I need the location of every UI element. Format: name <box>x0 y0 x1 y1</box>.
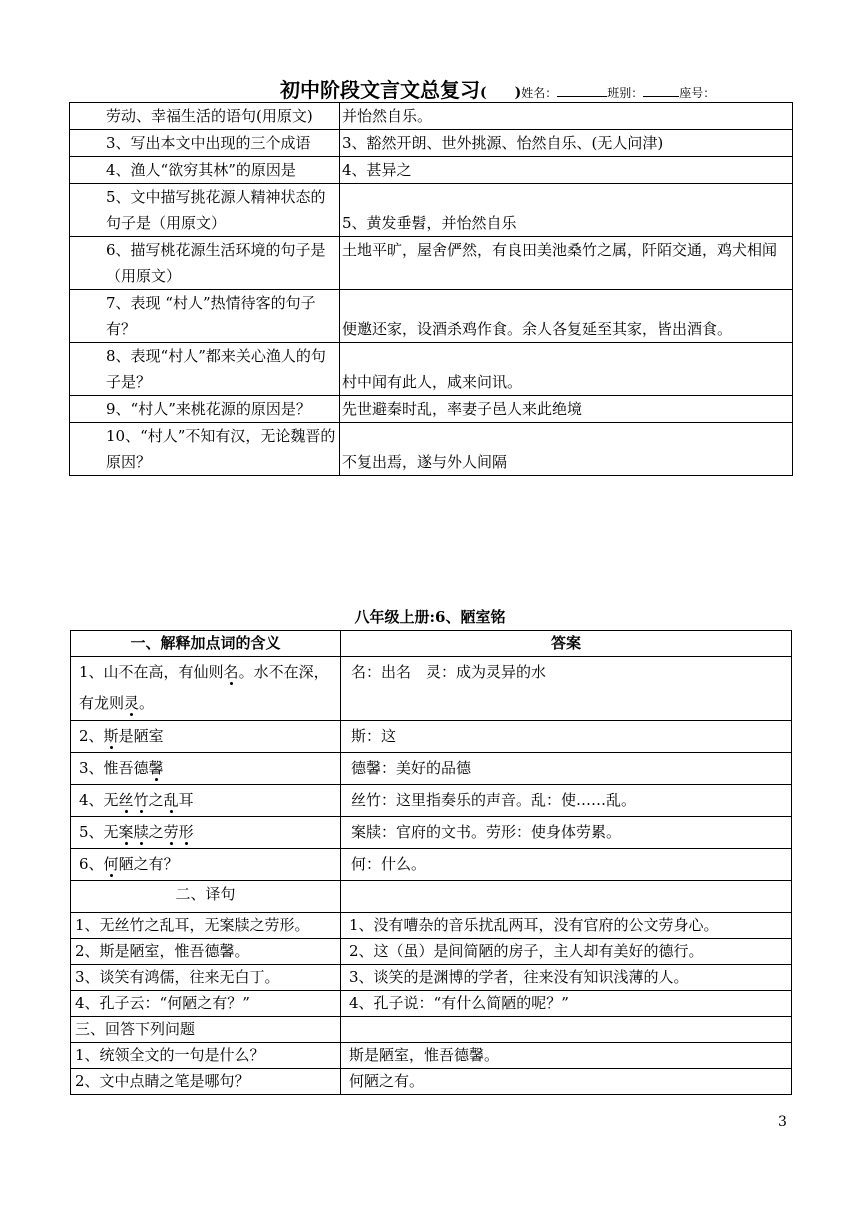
question-cell <box>71 753 341 785</box>
answer-cell: 便邀还家，设酒杀鸡作食。余人各复延至其家，皆出酒食。 <box>340 290 793 343</box>
q-part: 是陋室 <box>118 727 164 745</box>
answer-cell: 5、黄发垂髫，并怡然自乐 <box>340 184 793 237</box>
answer-cell: 土地平旷，屋舍俨然，有良田美池桑竹之属，阡陌交通，鸡犬相闻 <box>340 237 793 290</box>
dotted-char: 灵 <box>124 694 140 712</box>
dotted-char: 丝 <box>118 791 134 809</box>
answer-cell: 德馨：美好的品德 <box>341 753 792 785</box>
question-cell: 8、表现“村人”都来关心渔人的句子是？ <box>70 343 340 396</box>
q-part: 5、无 <box>79 823 119 841</box>
page-number: 3 <box>778 1114 787 1130</box>
question-cell: 3、谈笑有鸿儒，往来无白丁。 <box>71 965 341 991</box>
table-row <box>70 130 793 157</box>
q-part: 4、无 <box>79 791 119 809</box>
answer-cell: 名：出名 灵：成为灵异的水 <box>341 657 792 721</box>
question-cell: 2、斯是陋室，惟吾德馨。 <box>71 939 341 965</box>
question-cell: 7、表现 “村人”热情待客的句子有？ <box>70 290 340 343</box>
answer-cell: 3、谈笑的是渊博的学者，往来没有知识浅薄的人。 <box>341 965 792 991</box>
table-row <box>71 881 792 913</box>
dotted-char: 馨 <box>148 759 164 777</box>
table-row <box>71 1043 792 1069</box>
answer-cell: 先世避秦时乱，率妻子邑人来此绝境 <box>340 396 793 423</box>
table-row <box>70 343 793 396</box>
dotted-char: 乱 <box>163 791 179 809</box>
question-cell: 3、写出本文中出现的三个成语 <box>70 130 340 157</box>
table-row <box>70 184 793 237</box>
table-row <box>71 721 792 753</box>
table-row <box>71 785 792 817</box>
q-part: 耳 <box>178 791 194 809</box>
question-cell <box>71 785 341 817</box>
dotted-char: 名 <box>223 663 239 681</box>
dotted-char: 劳 <box>163 823 179 841</box>
question-cell: 1、无丝竹之乱耳，无案牍之劳形。 <box>71 913 341 939</box>
empty-cell <box>341 881 792 913</box>
answer-cell: 斯：这 <box>341 721 792 753</box>
page-title: 初中阶段文言文总复习 <box>280 78 480 102</box>
class-blank <box>643 84 679 97</box>
question-cell: 4、孔子云：“何陋之有？” <box>71 991 341 1017</box>
name-blank <box>557 84 607 97</box>
question-cell: 10、“村人”不知有汉，无论魏晋的原因？ <box>70 423 340 476</box>
class-label: 班别： <box>607 86 644 100</box>
table-row <box>70 103 793 130</box>
table-header-row <box>71 631 792 657</box>
dotted-char: 竹 <box>133 791 149 809</box>
answer-cell: 何：什么。 <box>341 849 792 881</box>
table-row <box>71 1017 792 1043</box>
q-part: 3、惟吾德 <box>79 759 149 777</box>
answer-cell: 并怡然自乐。 <box>340 103 793 130</box>
section-title: 八年级上册:6、陋室铭 <box>354 608 506 626</box>
q-part: 1、山不在高，有仙则 <box>79 663 224 681</box>
table-row <box>70 290 793 343</box>
answer-cell: 1、没有嘈杂的音乐扰乱两耳，没有官府的公文劳身心。 <box>341 913 792 939</box>
answer-cell: 4、甚异之 <box>340 157 793 184</box>
question-cell <box>71 721 341 753</box>
answer-cell: 丝竹：这里指奏乐的声音。乱：使……乱。 <box>341 785 792 817</box>
table-row <box>70 396 793 423</box>
header-answer: 答案 <box>341 631 792 657</box>
table-row <box>71 817 792 849</box>
answer-cell: 4、孔子说：“有什么简陋的呢？” <box>341 991 792 1017</box>
answer-cell: 3、豁然开朗、世外挑源、怡然自乐、(无人问津) <box>340 130 793 157</box>
answer-cell: 案牍：官府的文书。劳形：使身体劳累。 <box>341 817 792 849</box>
question-cell: 2、文中点睛之笔是哪句？ <box>71 1069 341 1095</box>
question-cell: 4、渔人“欲穷其林”的原因是 <box>70 157 340 184</box>
answer-cell: 不复出焉，遂与外人间隔 <box>340 423 793 476</box>
table-row <box>70 237 793 290</box>
answer-cell: 2、这（虽）是间简陋的房子，主人却有美好的德行。 <box>341 939 792 965</box>
table-row <box>71 965 792 991</box>
answer-cell: 斯是陋室，惟吾德馨。 <box>341 1043 792 1069</box>
table-row <box>70 157 793 184</box>
table-row <box>71 849 792 881</box>
dotted-char: 形 <box>178 823 194 841</box>
answer-cell: 何陋之有。 <box>341 1069 792 1095</box>
translate-heading: 二、译句 <box>71 881 341 913</box>
q-part: 。水不在深，有龙则 <box>79 663 329 712</box>
dotted-char: 案 <box>118 823 134 841</box>
q-part: 陋之有？ <box>118 855 179 873</box>
q-part: 。 <box>139 694 155 712</box>
title-parenthesis: ( ) <box>480 85 522 101</box>
answer-cell: 村中闻有此人，咸来问讯。 <box>340 343 793 396</box>
dotted-char: 斯 <box>103 727 119 745</box>
name-label: 姓名： <box>521 86 558 100</box>
peach-blossom-table <box>69 102 793 476</box>
table-row <box>70 423 793 476</box>
q-part: 之 <box>148 823 164 841</box>
q-part: 6、 <box>79 855 104 873</box>
table-row <box>71 1069 792 1095</box>
question-cell: 9、“村人”来桃花源的原因是？ <box>70 396 340 423</box>
humble-room-table <box>70 630 792 1095</box>
q-part: 之 <box>148 791 164 809</box>
table-row <box>71 939 792 965</box>
dotted-char: 牍 <box>133 823 149 841</box>
table-row <box>71 657 792 721</box>
question-cell <box>71 849 341 881</box>
header-explain: 一、解释加点词的含义 <box>71 631 341 657</box>
empty-cell <box>341 1017 792 1043</box>
question-cell: 6、描写桃花源生活环境的句子是（用原文） <box>70 237 340 290</box>
q-part: 2、 <box>79 727 104 745</box>
table-row <box>71 991 792 1017</box>
question-cell <box>71 657 341 721</box>
seat-label: 座号： <box>679 86 716 100</box>
page-header <box>280 74 820 102</box>
question-cell: 5、文中描写挑花源人精神状态的句子是（用原文） <box>70 184 340 237</box>
answer-heading: 三、回答下列问题 <box>71 1017 341 1043</box>
dotted-char: 何 <box>103 855 119 873</box>
question-cell <box>71 817 341 849</box>
table-row <box>71 913 792 939</box>
question-cell: 劳动、幸福生活的语句(用原文) <box>70 103 340 130</box>
table-row <box>71 753 792 785</box>
question-cell: 1、统领全文的一句是什么？ <box>71 1043 341 1069</box>
